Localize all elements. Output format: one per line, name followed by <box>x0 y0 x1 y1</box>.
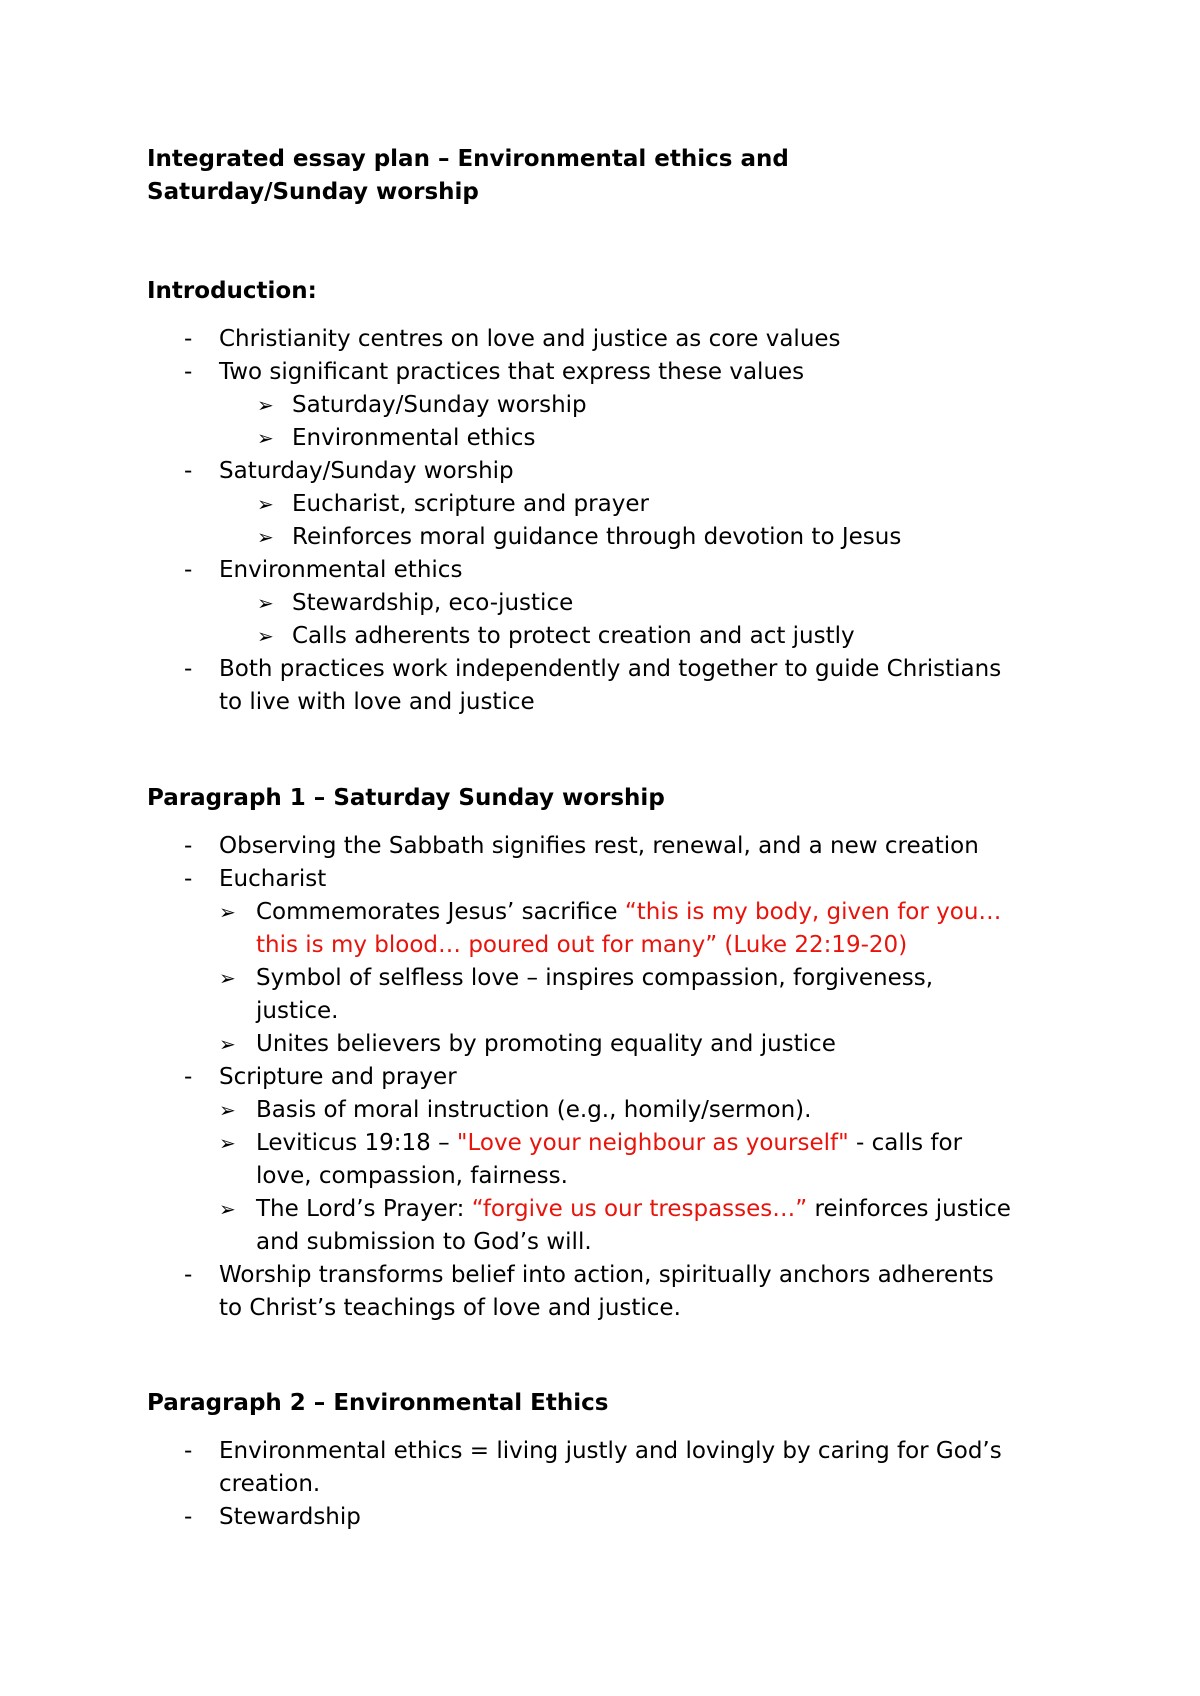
sub-list-item-text: Reinforces moral guidance through devotion to Jesus <box>292 524 902 550</box>
document-title-line-2: Saturday/Sunday worship <box>147 179 479 205</box>
arrow-bullet-icon: ➢ <box>257 624 274 648</box>
sub-list-item-text: Unites believers by promoting equality and justice <box>256 1031 836 1057</box>
sub-list-item-text <box>256 1127 962 1160</box>
list-item-text: Saturday/Sunday worship <box>219 458 514 484</box>
sub-list-item-text: Basis of moral instruction (e.g., homily/sermon). <box>256 1097 812 1123</box>
sub-list-item-text: Stewardship, eco-justice <box>292 590 574 616</box>
dash-bullet: - <box>184 1262 193 1288</box>
dash-bullet: - <box>184 359 193 385</box>
sub-list-item-text <box>256 1193 1011 1226</box>
list-item-text: Observing the Sabbath signifies rest, renewal, and a new creation <box>219 833 979 859</box>
sub-list-item-text: Environmental ethics <box>292 425 536 451</box>
list-item-text: Scripture and prayer <box>219 1064 457 1090</box>
quote-text: "Love your neighbour as yourself" <box>456 1130 849 1156</box>
sub-list-item-text: and submission to God’s will. <box>256 1229 592 1255</box>
lords-prayer-text: The Lord’s Prayer: <box>256 1196 472 1222</box>
dash-bullet: - <box>184 1504 193 1530</box>
arrow-bullet-icon: ➢ <box>257 426 274 450</box>
arrow-bullet-icon: ➢ <box>219 1098 236 1122</box>
dash-bullet: - <box>184 326 193 352</box>
arrow-bullet-icon: ➢ <box>257 525 274 549</box>
arrow-bullet-icon: ➢ <box>257 591 274 615</box>
paragraph-1-heading: Paragraph 1 – Saturday Sunday worship <box>147 785 665 811</box>
list-item-text: Eucharist <box>219 866 327 892</box>
document-title-line-1: Integrated essay plan – Environmental ethics and <box>147 146 789 172</box>
lords-prayer-suffix-text: reinforces justice <box>807 1196 1011 1222</box>
dash-bullet: - <box>184 866 193 892</box>
sub-list-item-text: Calls adherents to protect creation and act justly <box>292 623 855 649</box>
list-item-text: creation. <box>219 1471 321 1497</box>
list-item-text: Stewardship <box>219 1504 361 1530</box>
leviticus-text: Leviticus 19:18 – <box>256 1130 457 1156</box>
dash-bullet: - <box>184 833 193 859</box>
sub-list-item-text: Symbol of selfless love – inspires compassion, forgiveness, <box>256 965 934 991</box>
arrow-bullet-icon: ➢ <box>219 1131 236 1155</box>
arrow-bullet-icon: ➢ <box>257 393 274 417</box>
arrow-bullet-icon: ➢ <box>219 1197 236 1221</box>
arrow-bullet-icon: ➢ <box>219 900 236 924</box>
dash-bullet: - <box>184 1064 193 1090</box>
sub-list-item-text: justice. <box>256 998 339 1024</box>
sub-list-item-text: love, compassion, fairness. <box>256 1163 568 1189</box>
paragraph-2-heading: Paragraph 2 – Environmental Ethics <box>147 1390 609 1416</box>
arrow-bullet-icon: ➢ <box>219 966 236 990</box>
sub-list-item-text <box>256 896 1001 929</box>
introduction-heading: Introduction: <box>147 278 317 304</box>
list-item-text: Environmental ethics <box>219 557 463 583</box>
sub-list-item-text: Saturday/Sunday worship <box>292 392 587 418</box>
leviticus-suffix-text: - calls for <box>848 1130 963 1156</box>
list-item-text: Both practices work independently and together to guide Christians <box>219 656 1002 682</box>
list-item-text: Worship transforms belief into action, spiritually anchors adherents <box>219 1262 994 1288</box>
sub-list-item-text: Eucharist, scripture and prayer <box>292 491 649 517</box>
list-item-text: Environmental ethics = living justly and lovingly by caring for God’s <box>219 1438 1002 1464</box>
quote-text: “forgive us our trespasses…” <box>471 1196 808 1222</box>
commemorates-text: Commemorates Jesus’ sacrifice <box>256 899 625 925</box>
dash-bullet: - <box>184 458 193 484</box>
list-item-text: Christianity centres on love and justice as core values <box>219 326 841 352</box>
dash-bullet: - <box>184 557 193 583</box>
list-item-text: to Christ’s teachings of love and justice. <box>219 1295 681 1321</box>
list-item-text: to live with love and justice <box>219 689 535 715</box>
quote-text: “this is my body, given for you… <box>624 899 1002 925</box>
quote-text: this is my blood… poured out for many” (Luke 22:19-20) <box>256 932 908 958</box>
dash-bullet: - <box>184 656 193 682</box>
list-item-text: Two significant practices that express these values <box>219 359 805 385</box>
arrow-bullet-icon: ➢ <box>219 1032 236 1056</box>
dash-bullet: - <box>184 1438 193 1464</box>
arrow-bullet-icon: ➢ <box>257 492 274 516</box>
